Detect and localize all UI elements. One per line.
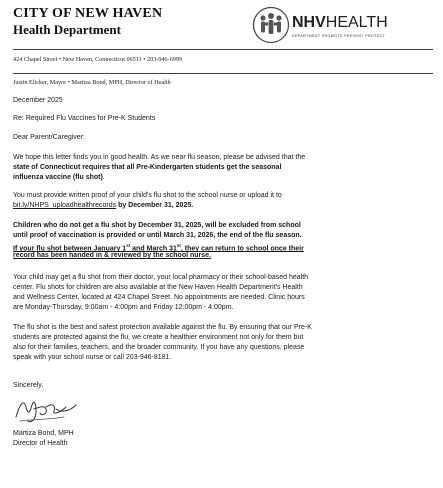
paragraph-line: We hope this letter finds you in good health. As we near flu season, please be advised that the (13, 154, 306, 161)
proof-deadline: by December 31, 2025. (116, 202, 194, 209)
header-divider-bottom (13, 73, 433, 74)
period: . (102, 174, 105, 181)
handwritten-signature (12, 393, 82, 427)
paragraph-line (13, 201, 193, 211)
return-condition-c: , they can return to school once their (180, 245, 304, 253)
closing: Sincerely, (13, 382, 44, 389)
paragraph-line-emphasis: state of Connecticut requires that all Pre-Kindergarten students get the seasonal (13, 164, 282, 171)
paragraph-line: You must provide written proof of your child's flu shot to the school nurse or upload it to (13, 192, 282, 199)
return-condition-b: and March 31 (130, 245, 177, 253)
officials-line: Justin Elicker, Mayor • Maritza Bond, MPH, Director of Health (13, 79, 171, 86)
letter-subject: Re: Required Flu Vaccines for Pre-K Students (13, 115, 156, 122)
paragraph-line: The flu shot is the best and safest protection available against the flu. By ensuring that our Pre-K (13, 324, 312, 331)
paragraph-line-emphasis: until proof of vaccination is provided or until March 31, 2026, the end of the flu season. (13, 232, 302, 239)
department-name: Health Department (13, 22, 121, 37)
superscript: st (176, 243, 181, 248)
signer-name: Martiza Bond, MPH (13, 430, 74, 437)
letter-date: December 2025 (13, 97, 63, 104)
header-divider-top (13, 49, 433, 50)
paragraph-line: students are protected against the flu, we create a healthier environment not only for them but (13, 334, 304, 341)
logo-tagline: DEPARTMENT PROMOTE PREVENT PROTECT (292, 34, 386, 38)
paragraph-line: are Monday-Thursday, 9:00am - 4:00pm and Friday 12:00pm - 4:00pm. (13, 304, 234, 311)
paragraph-line: speak with your school nurse or call 203-946-8181. (13, 354, 172, 361)
paragraph-line: Your child may get a flu shot from their doctor, your local pharmacy or their school-based health (13, 274, 309, 281)
superscript: st (126, 243, 131, 248)
return-condition-a: If your flu shot between January 1 (13, 245, 127, 253)
paragraph-line-emphasis: record has been handed in & reviewed by the school nurse. (13, 252, 211, 259)
salutation: Dear Parent/Caregiver: (13, 134, 85, 141)
paragraph-line: center. Flu shots for children are also available at the New Haven Health Department's Health (13, 284, 303, 291)
logo-wordmark (292, 14, 388, 32)
upload-records-link[interactable]: bit.ly/NHPS_uploadhealthrecords (13, 202, 117, 209)
paragraph-line: also for their families, teachers, and the broader community. If you have any questions, please (13, 344, 305, 351)
logo-wordmark-suffix: HEALTH (325, 14, 388, 31)
paragraph-line: and Wellness Center, located at 424 Chapel Street. No appointments are needed. Clinic hours (13, 294, 305, 301)
paragraph-line-emphasis: Children who do not get a flu shot by December 31, 2025, will be excluded from school (13, 222, 301, 229)
contact-line: 424 Chapel Street • New Haven, Connecticut 06511 • 203-946-6999 (13, 56, 183, 63)
requirement-emphasis: influenza vaccine (flu shot) (13, 174, 103, 181)
signer-title: Director of Health (13, 440, 68, 447)
family-figures-icon (252, 6, 290, 44)
logo-wordmark-prefix: NHV (292, 14, 326, 31)
nhv-health-logo (252, 6, 432, 46)
paragraph-line (13, 173, 105, 183)
org-name: CITY OF NEW HAVEN (13, 6, 163, 21)
